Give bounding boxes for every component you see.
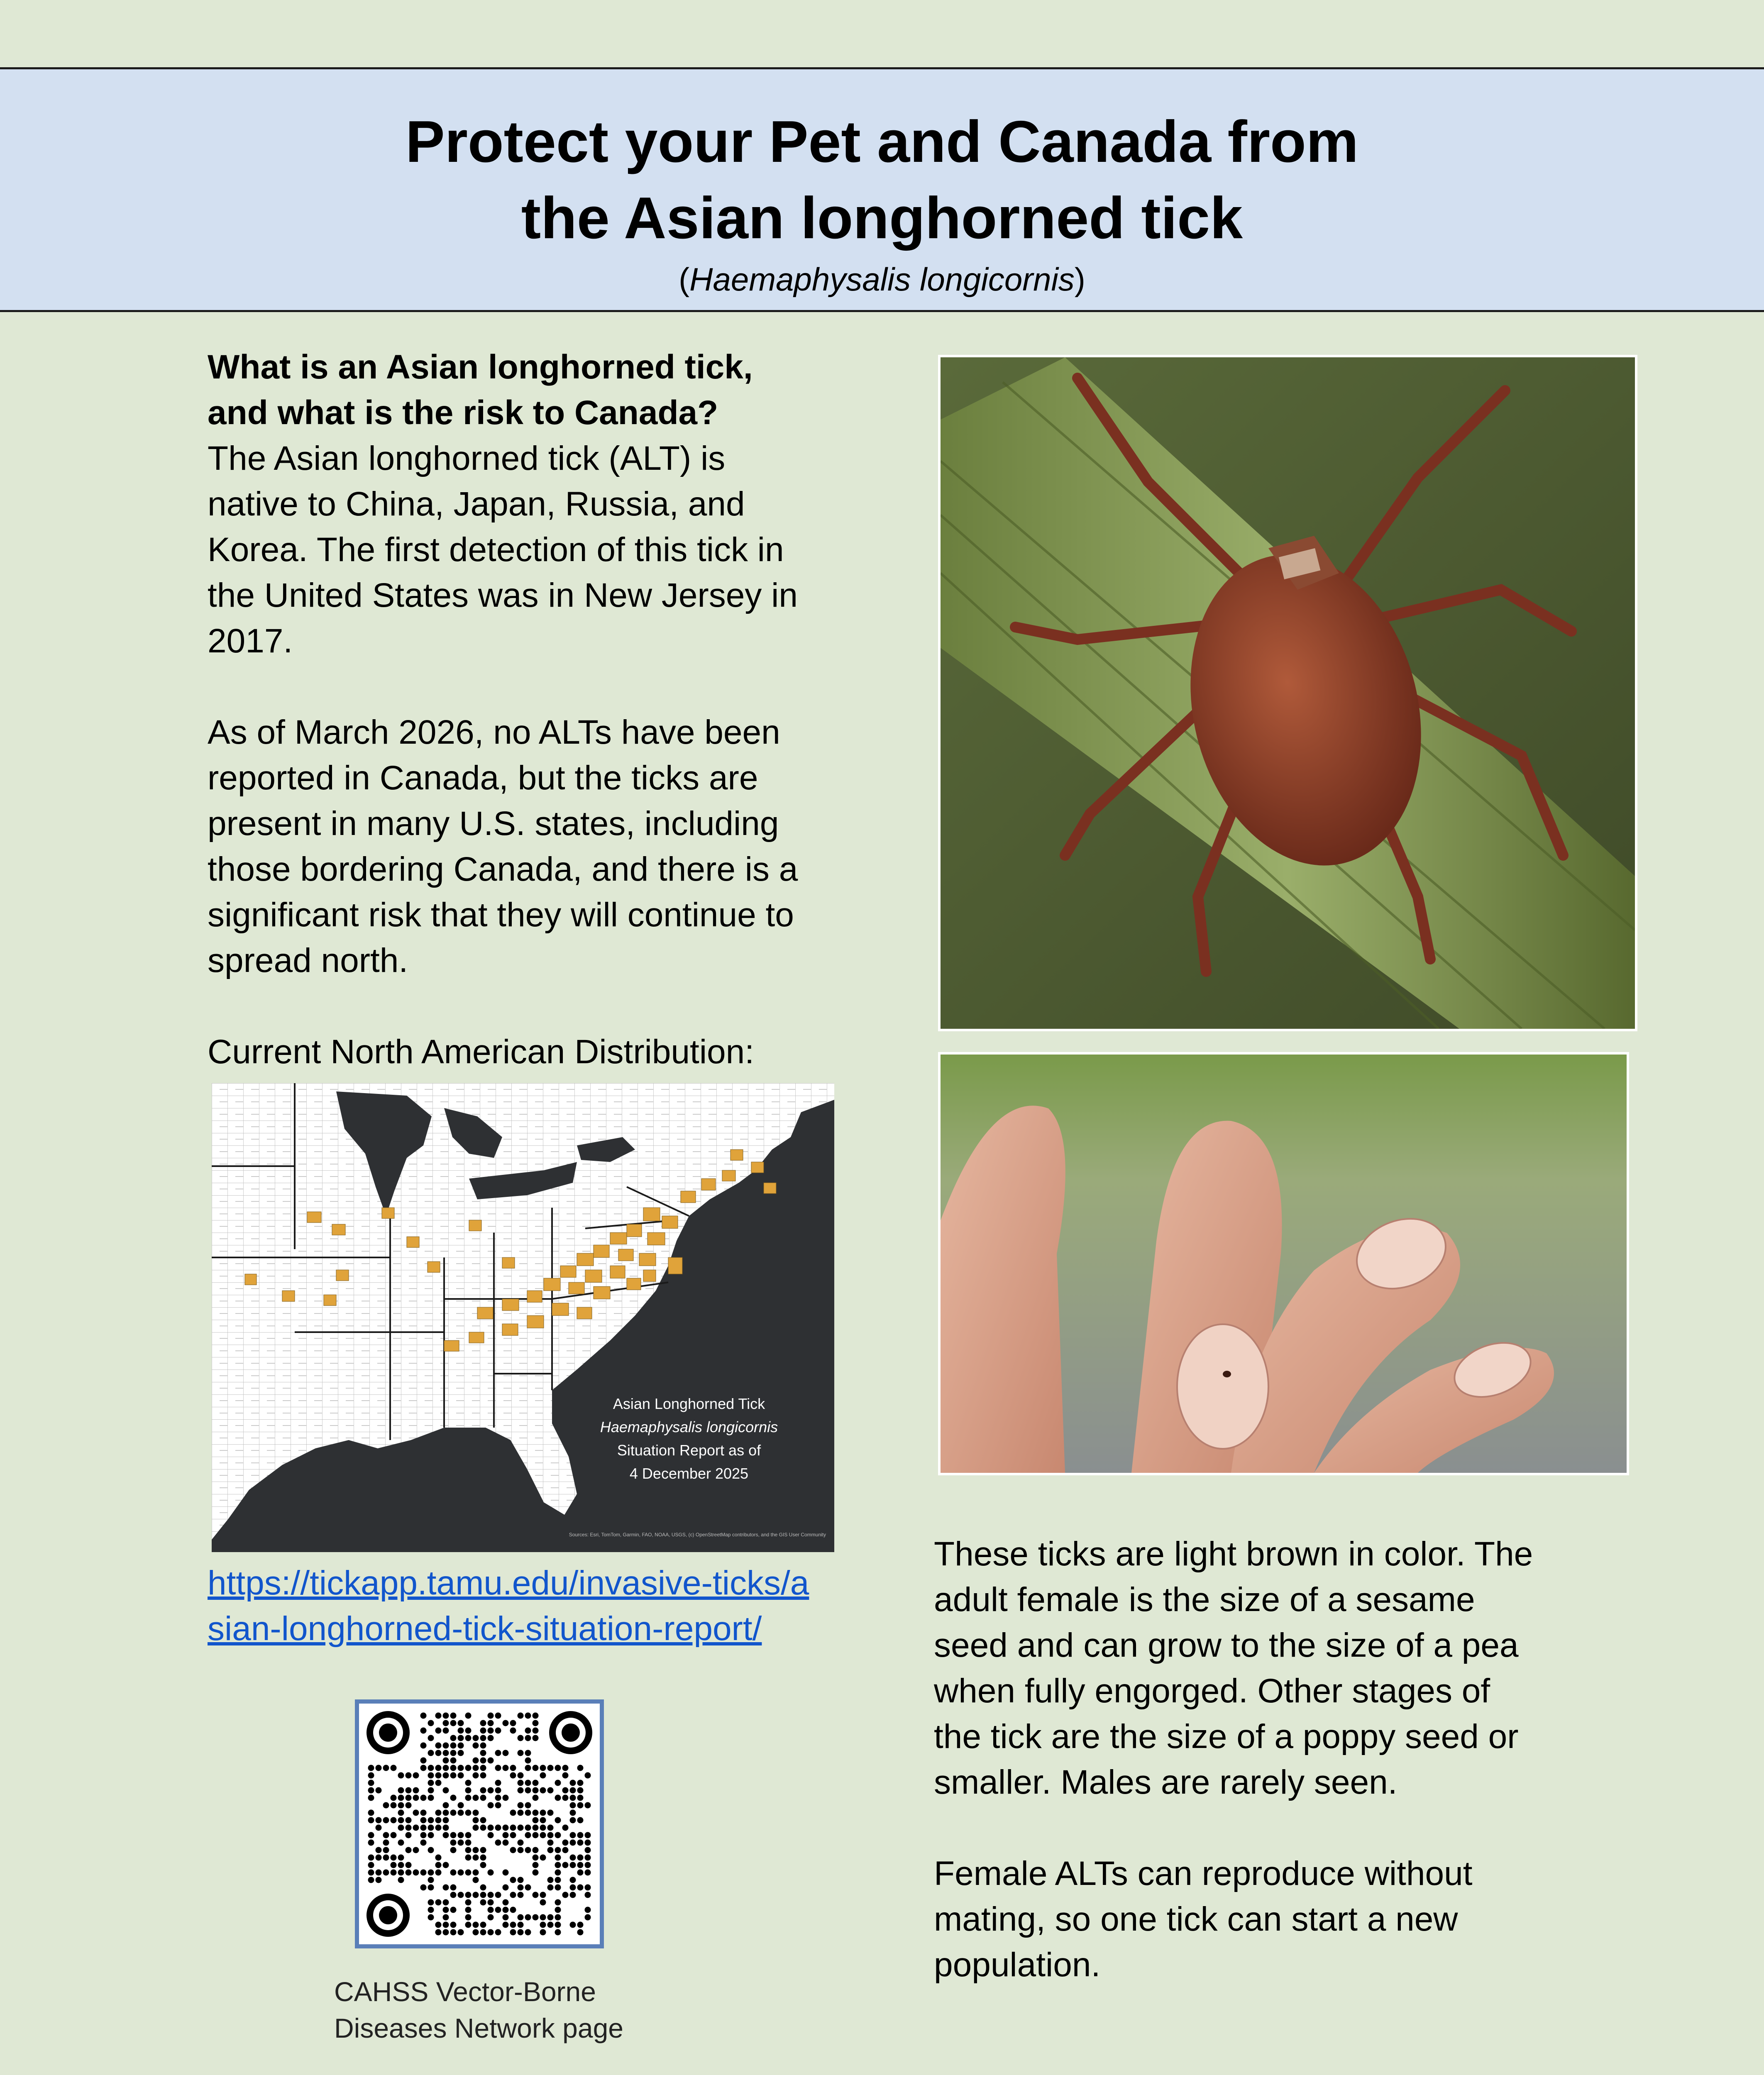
map-scientific-name: Haemaphysalis longicornis	[600, 1418, 778, 1435]
page-title	[0, 104, 1764, 256]
description-paragraph	[934, 1531, 1619, 1805]
text-line: seed and can grow to the size of a pea	[934, 1626, 1519, 1664]
caption-line: Diseases Network page	[334, 2013, 623, 2043]
map-report-date: 4 December 2025	[629, 1465, 749, 1482]
text-line: These ticks are light brown in color. The	[934, 1535, 1533, 1573]
text-line: smaller. Males are rarely seen.	[934, 1763, 1398, 1801]
reproduction-paragraph	[934, 1851, 1619, 1988]
text-line: As of March 2026, no ALTs have been	[208, 713, 780, 751]
link-line: sian-longhorned-tick-situation-report/	[208, 1610, 762, 1648]
text-line: Female ALTs can reproduce without	[934, 1855, 1473, 1892]
title-line-2: the Asian longhorned tick	[521, 185, 1243, 251]
text-line: 2017.	[208, 622, 293, 660]
text-line: reported in Canada, but the ticks are	[208, 759, 758, 797]
text-line: when fully engorged. Other stages of	[934, 1672, 1490, 1710]
scientific-name-text: Haemaphysalis longicornis	[689, 261, 1075, 298]
intro-paragraph	[208, 436, 847, 664]
paren-open: (	[679, 261, 690, 298]
text-line: The Asian longhorned tick (ALT) is	[208, 439, 726, 477]
caption-line: CAHSS Vector-Borne	[334, 1976, 596, 2007]
text-line: those bordering Canada, and there is a	[208, 850, 798, 888]
text-line: significant risk that they will continue to	[208, 896, 794, 934]
scientific-name	[0, 261, 1764, 298]
heading-line: What is an Asian longhorned tick,	[208, 348, 753, 386]
map-legend	[589, 1392, 789, 1485]
map-credit: Sources: Esri, TomTom, Garmin, FAO, NOAA, USGS, (c) OpenStreetMap contributors, and the GIS User Community	[569, 1532, 826, 1538]
text-line: adult female is the size of a sesame	[934, 1581, 1475, 1618]
section-heading	[208, 344, 855, 436]
paren-close: )	[1074, 261, 1085, 298]
finger-illustration	[941, 1055, 1627, 1473]
title-line-1: Protect your Pet and Canada from	[405, 109, 1359, 175]
tick-illustration	[941, 357, 1635, 1029]
text-line: the United States was in New Jersey in	[208, 576, 798, 614]
text-line: spread north.	[208, 942, 408, 979]
tick-photo	[938, 355, 1637, 1031]
finger-photo	[938, 1052, 1629, 1475]
heading-line: and what is the risk to Canada?	[208, 394, 718, 432]
situation-report-link[interactable]	[208, 1560, 872, 1652]
text-line: mating, so one tick can start a new	[934, 1900, 1458, 1938]
qr-code[interactable]	[355, 1699, 604, 1948]
text-line: population.	[934, 1946, 1101, 1984]
map-title: Asian Longhorned Tick	[613, 1395, 765, 1412]
map-report-line: Situation Report as of	[617, 1442, 761, 1459]
risk-paragraph	[208, 710, 855, 984]
text-line: present in many U.S. states, including	[208, 805, 779, 842]
distribution-label: Current North American Distribution:	[208, 1033, 755, 1071]
link-line: https://tickapp.tamu.edu/invasive-ticks/a	[208, 1564, 809, 1602]
text-line: the tick are the size of a poppy seed or	[934, 1718, 1519, 1755]
text-line: Korea. The first detection of this tick in	[208, 531, 784, 569]
qr-caption	[334, 1973, 708, 2046]
qr-pattern	[359, 1704, 600, 1944]
text-line: native to China, Japan, Russia, and	[208, 485, 745, 523]
